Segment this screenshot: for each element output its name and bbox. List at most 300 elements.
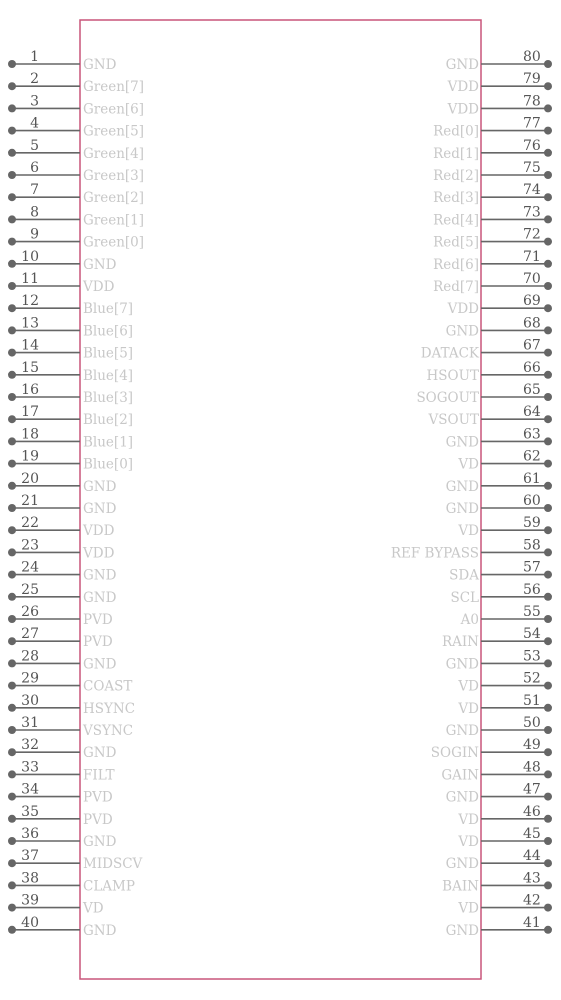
- pin-endpoint: [544, 104, 552, 112]
- left-pin: [8, 227, 144, 251]
- right-pin: [427, 360, 552, 384]
- pin-name: MIDSCV: [83, 856, 143, 873]
- right-pin: [442, 870, 552, 894]
- pin-number: 7: [30, 182, 39, 199]
- right-pin: [457, 804, 552, 828]
- pin-name: GND: [445, 922, 479, 939]
- pin-endpoint: [8, 548, 16, 556]
- pin-endpoint: [544, 215, 552, 223]
- pin-number: 42: [523, 892, 541, 909]
- pin-name: Red[4]: [433, 212, 479, 229]
- left-pin: [8, 671, 132, 695]
- pin-number: 21: [21, 493, 39, 509]
- pin-number: 27: [21, 626, 39, 643]
- left-pin: [8, 93, 144, 117]
- pin-name: Green[5]: [83, 123, 145, 140]
- pin-number: 76: [523, 137, 541, 154]
- pin-name: Blue[1]: [83, 434, 134, 451]
- pin-number: 2: [30, 71, 39, 88]
- pin-endpoint: [544, 637, 552, 645]
- pin-number: 31: [21, 715, 39, 731]
- pin-number: 49: [523, 737, 541, 754]
- right-pin: [428, 404, 552, 428]
- pin-number: 28: [21, 648, 39, 665]
- pin-number: 71: [523, 248, 541, 265]
- pin-name: Red[1]: [433, 145, 479, 162]
- pin-name: GND: [83, 834, 117, 850]
- left-pin: [8, 315, 133, 339]
- pin-name: Green[7]: [83, 79, 145, 96]
- right-pin: [457, 826, 552, 850]
- pin-name: Green[0]: [83, 234, 145, 251]
- pin-name: REF BYPASS: [390, 545, 479, 562]
- pin-name: DATACK: [420, 345, 479, 362]
- pin-name: GND: [445, 723, 479, 739]
- pin-endpoint: [8, 238, 16, 246]
- pin-endpoint: [544, 349, 552, 357]
- pin-number: 70: [523, 271, 541, 287]
- pin-name: Blue[4]: [83, 367, 134, 384]
- left-pin: [8, 715, 133, 739]
- pin-number: 68: [523, 315, 541, 332]
- left-pin: [8, 693, 135, 717]
- pin-name: Green[4]: [83, 145, 145, 162]
- pin-name: VD: [458, 811, 479, 828]
- pin-number: 11: [21, 271, 39, 287]
- pin-number: 66: [523, 359, 541, 376]
- pin-name: GND: [445, 789, 479, 806]
- pin-number: 19: [21, 448, 39, 465]
- left-pin: [8, 382, 133, 406]
- pin-endpoint: [8, 104, 16, 112]
- pin-number: 13: [21, 315, 39, 332]
- pin-endpoint: [544, 615, 552, 623]
- pin-endpoint: [544, 682, 552, 690]
- right-pin: [447, 93, 552, 117]
- left-pin: [8, 182, 144, 206]
- pin-name: VDD: [447, 79, 479, 96]
- pin-number: 80: [523, 49, 541, 65]
- pin-endpoint: [8, 904, 16, 912]
- left-pin: [8, 826, 117, 850]
- left-pin: [8, 604, 113, 628]
- pin-name: GND: [83, 256, 117, 273]
- right-pin: [433, 182, 552, 206]
- pin-endpoint: [8, 171, 16, 179]
- pin-endpoint: [544, 482, 552, 490]
- pin-number: 41: [523, 914, 541, 931]
- pin-name: GND: [445, 434, 479, 451]
- pin-name: VDD: [447, 301, 479, 318]
- left-pin: [8, 560, 117, 584]
- right-pin: [446, 471, 552, 495]
- pin-name: GAIN: [441, 767, 479, 784]
- right-pin: [457, 893, 552, 917]
- right-pin: [446, 648, 552, 672]
- pin-number: 4: [30, 115, 39, 132]
- pin-endpoint: [544, 526, 552, 534]
- pin-name: VDD: [83, 545, 115, 562]
- pin-name: Red[0]: [433, 123, 479, 140]
- pin-endpoint: [544, 460, 552, 468]
- pin-endpoint: [8, 659, 16, 667]
- pin-endpoint: [8, 770, 16, 778]
- pin-name: CLAMP: [83, 878, 135, 895]
- left-pin: [8, 49, 117, 73]
- pin-endpoint: [8, 437, 16, 445]
- pin-name: RAIN: [441, 634, 479, 651]
- pin-number: 10: [21, 248, 39, 265]
- pin-number: 50: [523, 715, 541, 731]
- pin-number: 23: [21, 537, 39, 554]
- pin-endpoint: [8, 837, 16, 845]
- pin-endpoint: [8, 793, 16, 801]
- pin-endpoint: [8, 393, 16, 401]
- pin-number: 29: [21, 670, 39, 687]
- pin-number: 32: [21, 737, 39, 754]
- left-pin: [8, 782, 113, 806]
- pin-endpoint: [544, 504, 552, 512]
- left-pin: [8, 271, 115, 295]
- pin-name: GND: [83, 922, 117, 939]
- pin-name: GND: [445, 323, 479, 340]
- pin-endpoint: [8, 149, 16, 157]
- pin-number: 60: [523, 493, 541, 509]
- pin-endpoint: [8, 526, 16, 534]
- pin-name: Green[6]: [83, 101, 145, 118]
- pin-name: GND: [445, 656, 479, 673]
- left-pin: [8, 893, 104, 917]
- pin-number: 6: [30, 160, 39, 176]
- left-pin: [8, 648, 117, 672]
- left-pin: [8, 759, 115, 783]
- pin-number: 55: [523, 604, 541, 620]
- pin-endpoint: [544, 837, 552, 845]
- left-pin: [8, 360, 133, 384]
- pin-number: 38: [21, 870, 39, 887]
- right-pin: [421, 338, 552, 362]
- pin-endpoint: [8, 349, 16, 357]
- pin-number: 64: [523, 404, 541, 421]
- right-pin: [457, 515, 552, 539]
- pin-endpoint: [544, 926, 552, 934]
- pin-endpoint: [8, 682, 16, 690]
- pin-endpoint: [544, 726, 552, 734]
- pin-number: 61: [523, 470, 541, 487]
- right-pin: [450, 582, 552, 606]
- left-pin: [8, 493, 117, 517]
- pin-number: 8: [30, 204, 39, 221]
- pin-number: 45: [523, 826, 541, 842]
- pin-endpoint: [544, 171, 552, 179]
- pin-name: GND: [445, 856, 479, 873]
- pin-number: 73: [523, 204, 541, 221]
- pin-endpoint: [544, 881, 552, 889]
- right-pin: [442, 626, 552, 650]
- pin-name: Green[3]: [83, 168, 145, 184]
- pin-number: 56: [523, 581, 541, 598]
- left-pin: [8, 804, 113, 828]
- pin-name: GND: [83, 501, 117, 517]
- pin-name: PVD: [83, 634, 113, 651]
- pin-endpoint: [544, 282, 552, 290]
- right-pin: [446, 915, 552, 939]
- pin-name: Green[2]: [83, 190, 145, 207]
- pin-name: PVD: [83, 789, 113, 806]
- pin-number: 67: [523, 337, 541, 354]
- pin-endpoint: [8, 260, 16, 268]
- right-pin: [431, 737, 552, 761]
- right-pin: [433, 138, 552, 162]
- pin-endpoint: [544, 393, 552, 401]
- right-pin: [457, 449, 552, 473]
- pin-endpoint: [544, 571, 552, 579]
- pin-name: HSOUT: [426, 367, 479, 384]
- pin-name: VD: [458, 700, 479, 717]
- pin-name: Red[6]: [433, 256, 479, 273]
- pin-number: 46: [523, 803, 541, 820]
- pin-endpoint: [544, 149, 552, 157]
- pin-number: 48: [523, 759, 541, 776]
- pin-number: 26: [21, 604, 39, 620]
- left-pin: [8, 249, 117, 273]
- left-pin: [8, 848, 143, 872]
- pin-name: GND: [445, 501, 479, 517]
- pin-number: 65: [523, 382, 541, 398]
- right-pin: [449, 560, 552, 584]
- left-pin-column: [8, 49, 144, 939]
- pin-endpoint: [8, 82, 16, 90]
- right-pin: [447, 71, 552, 95]
- pin-endpoint: [544, 437, 552, 445]
- pin-number: 78: [523, 93, 541, 110]
- pin-endpoint: [8, 482, 16, 490]
- pin-name: SOGOUT: [416, 390, 479, 406]
- pin-endpoint: [8, 460, 16, 468]
- pin-endpoint: [544, 859, 552, 867]
- pin-name: GND: [83, 656, 117, 673]
- left-pin: [8, 116, 144, 140]
- left-pin: [8, 582, 117, 606]
- pin-number: 20: [21, 470, 39, 487]
- left-pin: [8, 870, 135, 894]
- pin-name: SOGIN: [430, 745, 479, 762]
- pin-name: VSYNC: [83, 723, 134, 739]
- pin-endpoint: [8, 504, 16, 512]
- right-pin: [391, 537, 552, 561]
- pin-number: 25: [21, 581, 39, 598]
- right-pin: [446, 49, 552, 73]
- pin-name: GND: [445, 478, 479, 495]
- right-pin: [433, 204, 552, 228]
- pin-endpoint: [8, 593, 16, 601]
- right-pin: [446, 315, 552, 339]
- pin-name: VD: [458, 456, 479, 473]
- right-pin: [433, 116, 552, 140]
- pin-endpoint: [8, 282, 16, 290]
- pin-name: BAIN: [442, 878, 479, 895]
- pin-endpoint: [544, 659, 552, 667]
- pin-name: SDA: [449, 567, 479, 584]
- pin-number: 9: [30, 226, 39, 243]
- pin-number: 22: [21, 515, 39, 532]
- pin-number: 72: [523, 226, 541, 243]
- right-pin: [460, 604, 552, 628]
- pin-number: 79: [523, 71, 541, 88]
- pin-endpoint: [8, 815, 16, 823]
- pin-endpoint: [8, 127, 16, 135]
- pin-name: HSYNC: [83, 700, 136, 717]
- pin-endpoint: [8, 304, 16, 312]
- pin-number: 75: [523, 160, 541, 176]
- pin-endpoint: [544, 770, 552, 778]
- pin-number: 3: [30, 93, 39, 110]
- pin-endpoint: [544, 548, 552, 556]
- pin-number: 63: [523, 426, 541, 443]
- pin-number: 62: [523, 448, 541, 465]
- pin-endpoint: [544, 704, 552, 712]
- pin-name: GND: [83, 745, 117, 762]
- pin-number: 59: [523, 515, 541, 532]
- right-pin: [433, 271, 552, 295]
- pin-name: GND: [83, 478, 117, 495]
- left-pin: [8, 71, 144, 95]
- pin-number: 16: [21, 382, 39, 398]
- pin-number: 36: [21, 826, 39, 842]
- left-pin: [8, 915, 117, 939]
- pin-number: 35: [21, 803, 39, 820]
- pin-endpoint: [8, 326, 16, 334]
- pin-endpoint: [8, 415, 16, 423]
- pin-name: Green[1]: [83, 212, 145, 229]
- pin-endpoint: [544, 82, 552, 90]
- pin-name: Blue[6]: [83, 323, 134, 340]
- pin-name: VD: [458, 678, 479, 695]
- pin-name: A0: [460, 612, 479, 628]
- left-pin: [8, 626, 113, 650]
- pin-endpoint: [544, 415, 552, 423]
- pin-number: 37: [21, 848, 39, 865]
- pin-number: 74: [523, 182, 541, 199]
- pin-endpoint: [8, 615, 16, 623]
- pin-endpoint: [8, 637, 16, 645]
- pin-endpoint: [8, 881, 16, 889]
- pin-name: PVD: [83, 612, 113, 628]
- pin-name: GND: [445, 57, 479, 73]
- pin-name: VSOUT: [428, 412, 479, 429]
- pin-name: VD: [458, 523, 479, 540]
- left-pin: [8, 404, 133, 428]
- pin-number: 14: [21, 337, 39, 354]
- right-pin: [457, 671, 552, 695]
- right-pin: [433, 227, 552, 251]
- right-pin: [446, 715, 552, 739]
- ic-body-outline: [80, 20, 481, 979]
- pin-endpoint: [544, 371, 552, 379]
- pin-name: Red[7]: [433, 279, 479, 295]
- pin-number: 12: [21, 293, 39, 310]
- pin-endpoint: [544, 326, 552, 334]
- pin-number: 52: [523, 670, 541, 687]
- pin-endpoint: [8, 215, 16, 223]
- pin-number: 39: [21, 892, 39, 909]
- pin-endpoint: [544, 127, 552, 135]
- right-pin-column: [391, 49, 552, 939]
- pin-name: VDD: [83, 523, 115, 540]
- pin-name: Red[2]: [433, 168, 479, 184]
- pin-number: 33: [21, 759, 39, 776]
- pin-endpoint: [544, 815, 552, 823]
- left-pin: [8, 293, 133, 317]
- pin-number: 53: [523, 648, 541, 665]
- pin-number: 69: [523, 293, 541, 310]
- right-pin: [433, 249, 552, 273]
- pin-name: FILT: [83, 767, 115, 784]
- right-pin: [446, 782, 552, 806]
- pin-endpoint: [544, 238, 552, 246]
- pin-number: 57: [523, 559, 541, 576]
- pin-name: VD: [83, 900, 104, 917]
- left-pin: [8, 338, 133, 362]
- pin-endpoint: [544, 793, 552, 801]
- pin-endpoint: [8, 926, 16, 934]
- pin-endpoint: [544, 60, 552, 68]
- pin-name: Blue[2]: [83, 412, 134, 429]
- pin-number: 5: [30, 137, 39, 154]
- pin-name: COAST: [83, 678, 133, 695]
- right-pin: [416, 382, 552, 406]
- pin-name: GND: [83, 57, 117, 73]
- pin-number: 54: [523, 626, 541, 643]
- pin-endpoint: [8, 60, 16, 68]
- right-pin: [457, 693, 552, 717]
- left-pin: [8, 471, 117, 495]
- pin-name: Red[3]: [433, 190, 479, 207]
- pin-number: 34: [21, 781, 39, 798]
- right-pin: [446, 426, 552, 450]
- pin-number: 17: [21, 404, 39, 421]
- pin-name: Blue[3]: [83, 390, 134, 406]
- pin-name: Red[5]: [433, 234, 479, 251]
- right-pin: [446, 848, 552, 872]
- right-pin: [447, 293, 552, 317]
- pin-endpoint: [8, 748, 16, 756]
- pin-endpoint: [544, 193, 552, 201]
- pin-number: 77: [523, 115, 541, 132]
- left-pin: [8, 449, 133, 473]
- pin-name: PVD: [83, 811, 113, 828]
- pin-number: 44: [523, 848, 541, 865]
- right-pin: [446, 493, 552, 517]
- pin-name: GND: [83, 567, 117, 584]
- pin-number: 43: [523, 870, 541, 887]
- pin-name: VD: [458, 900, 479, 917]
- pin-number: 18: [21, 426, 39, 443]
- right-pin: [441, 759, 552, 783]
- pin-endpoint: [8, 371, 16, 379]
- pin-endpoint: [8, 704, 16, 712]
- left-pin: [8, 737, 117, 761]
- pin-name: VDD: [83, 279, 115, 295]
- pin-endpoint: [544, 304, 552, 312]
- pin-name: SCL: [450, 589, 479, 606]
- pin-number: 40: [21, 914, 39, 931]
- pin-number: 15: [21, 359, 39, 376]
- pin-name: VD: [458, 834, 479, 850]
- pin-name: GND: [83, 589, 117, 606]
- pin-endpoint: [544, 748, 552, 756]
- left-pin: [8, 160, 144, 184]
